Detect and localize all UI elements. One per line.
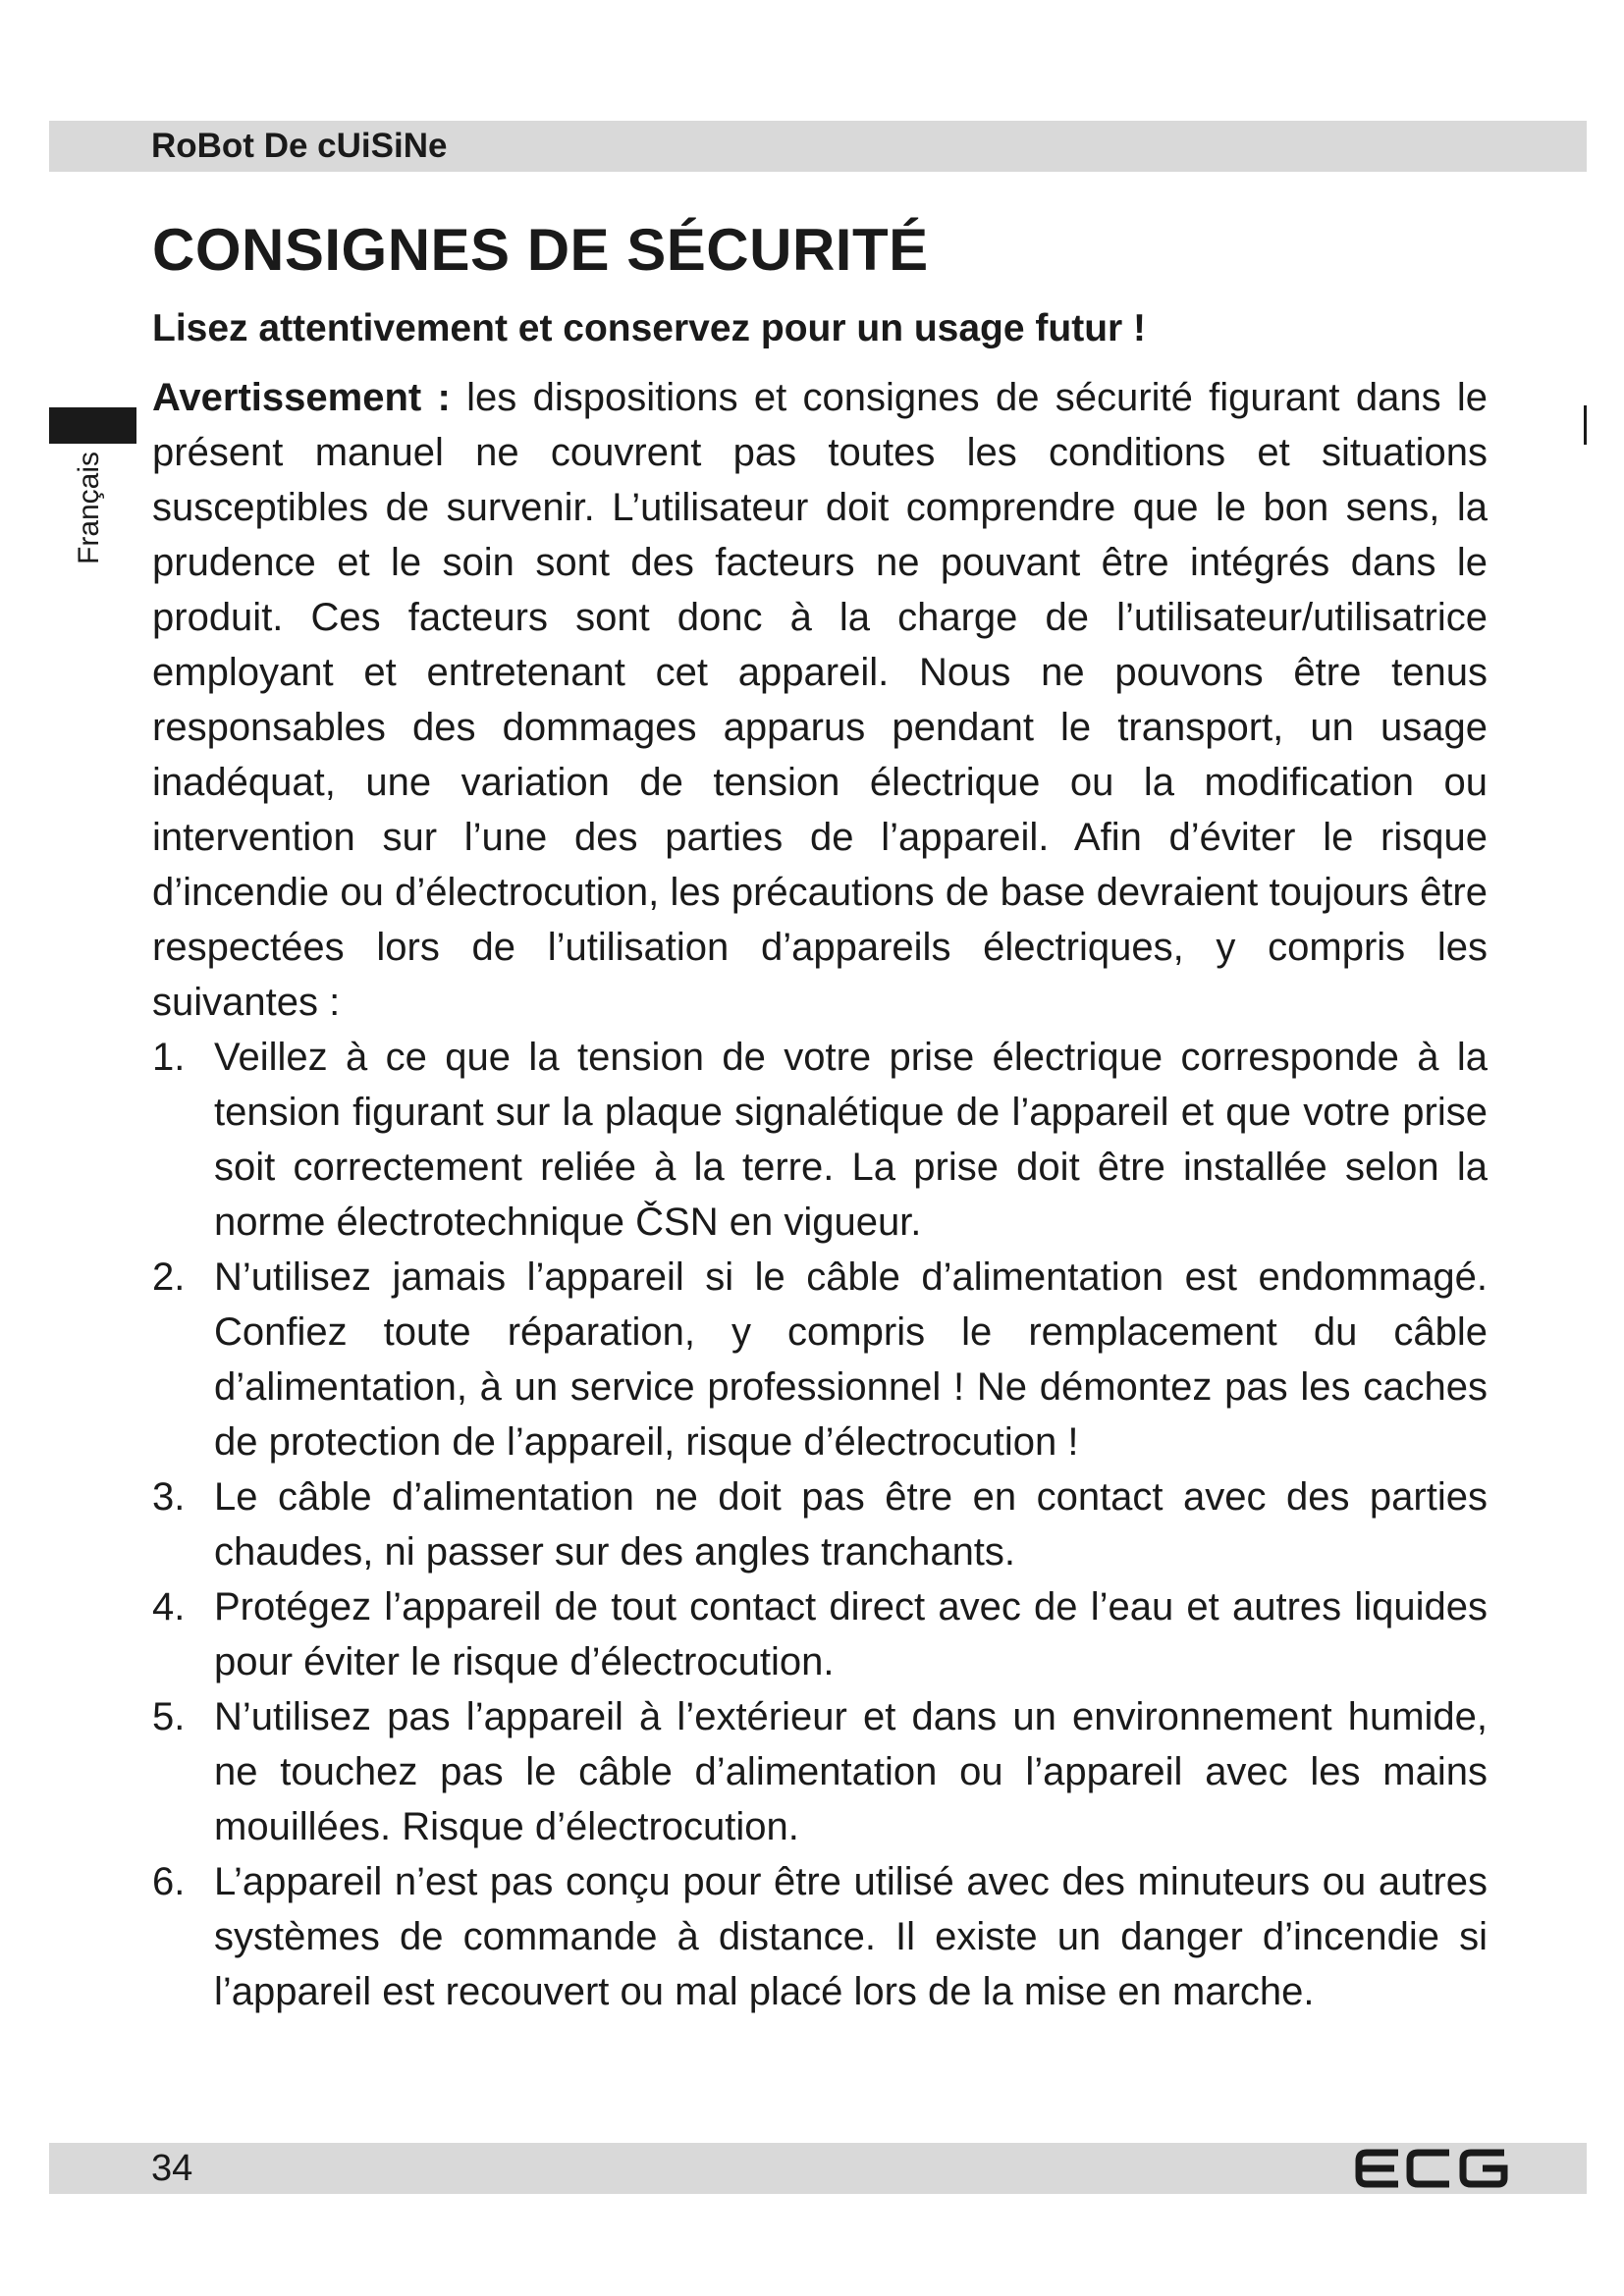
- item-text: N’utilisez jamais l’appareil si le câble d’alimentation est endommagé. Confiez toute réparation, y compris le remplacement du câble d’alimentation, à un service professionnel ! Ne démontez pas les caches de protection de l’appareil, risque d’électrocution !: [214, 1255, 1488, 1464]
- item-number: 6.: [152, 1860, 186, 1903]
- page-content: [152, 211, 1488, 2019]
- item-text: N’utilisez pas l’appareil à l’extérieur et dans un environnement humide, ne touchez pas le câble d’alimentation ou l’appareil avec les mains mouillées. Risque d’électrocution.: [214, 1695, 1488, 1848]
- page-title: CONSIGNES DE SÉCURITÉ: [152, 217, 929, 283]
- language-label: Français: [73, 451, 105, 564]
- list-item: [152, 1579, 1488, 1689]
- item-number: 4.: [152, 1585, 186, 1629]
- list-item: [152, 1250, 1488, 1469]
- margin-mark: [1584, 405, 1587, 445]
- header-bar: [49, 121, 1587, 172]
- item-text: L’appareil n’est pas conçu pour être utilisé avec des minuteurs ou autres systèmes de commande à distance. Il existe un danger d’incendie si l’appareil est recouvert ou mal placé lors de la mise en marche.: [214, 1860, 1488, 2013]
- ecg-logo-icon: [1355, 2147, 1512, 2190]
- item-number: 1.: [152, 1036, 186, 1079]
- item-number: 5.: [152, 1695, 186, 1738]
- safety-list: [152, 1030, 1488, 2019]
- page-subtitle: Lisez attentivement et conservez pour un usage futur !: [152, 307, 1147, 349]
- list-item: [152, 1689, 1488, 1854]
- item-number: 3.: [152, 1475, 186, 1519]
- list-item: [152, 1469, 1488, 1579]
- section-header: RoBot De cUiSiNe: [151, 127, 448, 165]
- warning-label: Avertissement :: [152, 376, 451, 419]
- language-tab: [49, 407, 136, 444]
- warning-text: les dispositions et consignes de sécurité figurant dans le présent manuel ne couvrent pas toutes les conditions et situations susceptibles de survenir. L’utilisateur doit comprendre que le bon sens, la prudence et le soin sont des facteurs ne pouvant être intégrés dans le produit. Ces facteurs sont donc à la charge de l’utilisateur/utilisatrice employant et entretenant cet appareil. Nous ne pouvons être tenus responsables des dommages apparus pendant le transport, un usage inadéquat, une variation de tension électrique ou la modification ou intervention sur l’une des parties de l’appareil. Afin d’éviter le risque d’incendie ou d’électrocution, les précautions de base devraient toujours être respectées lors de l’utilisation d’appareils électriques, y compris les suivantes :: [152, 376, 1488, 1024]
- list-item: [152, 1030, 1488, 1250]
- warning-paragraph: [152, 370, 1488, 1030]
- item-number: 2.: [152, 1255, 186, 1299]
- item-text: Le câble d’alimentation ne doit pas être en contact avec des parties chaudes, ni passer sur des angles tranchants.: [214, 1475, 1488, 1574]
- page-number: 34: [151, 2148, 193, 2189]
- item-text: Veillez à ce que la tension de votre prise électrique corresponde à la tension figurant sur la plaque signalétique de l’appareil et que votre prise soit correctement reliée à la terre. La prise doit être installée selon la norme électrotechnique ČSN en vigueur.: [214, 1036, 1488, 1244]
- item-text: Protégez l’appareil de tout contact direct avec de l’eau et autres liquides pour éviter le risque d’électrocution.: [214, 1585, 1488, 1683]
- list-item: [152, 1854, 1488, 2019]
- footer-bar: [49, 2143, 1587, 2194]
